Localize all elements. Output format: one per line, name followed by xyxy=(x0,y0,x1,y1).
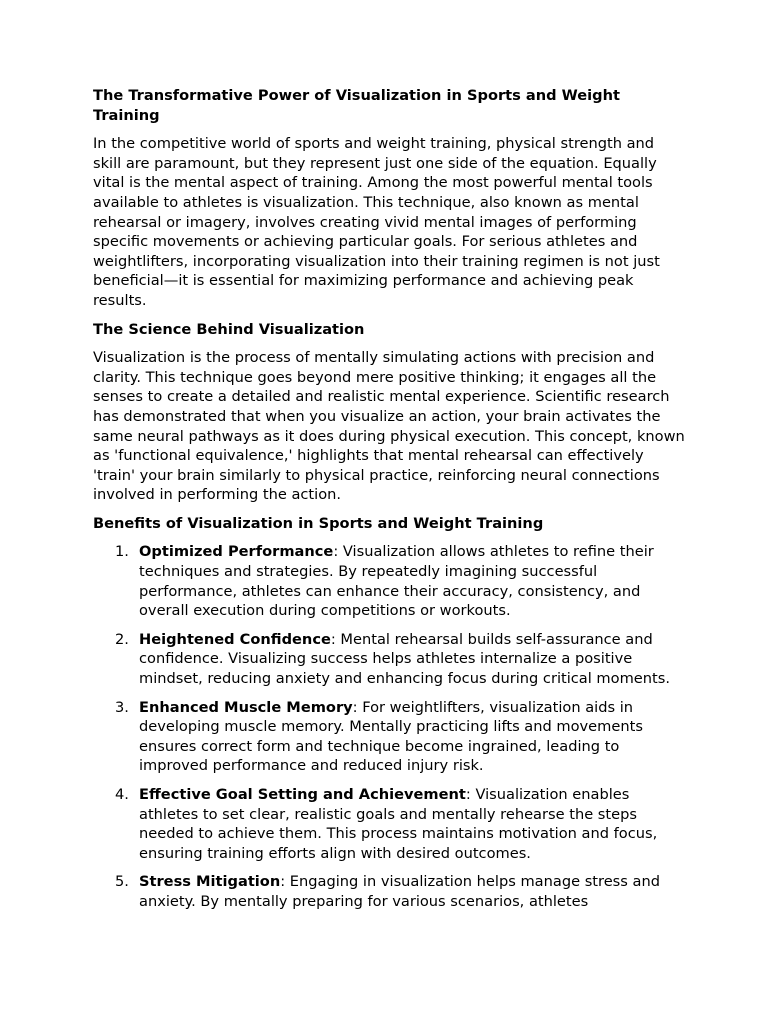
intro-paragraph: In the competitive world of sports and weight training, physical strength and skill are paramount, but they represent just one side of the equation. Equally vital is the mental aspect of training. Among the most powerful mental tools available to athletes is visualization. This technique, also known as mental rehearsal or imagery, involves creating vivid mental images of performing specific movements or achieving particular goals. For serious athletes and weightlifters, incorporating visualization into their training regimen is not just beneficial—it is essential for maximizing performance and achieving peak results. xyxy=(93,135,660,309)
benefit-number: 2. xyxy=(115,630,129,648)
benefit-term: Effective Goal Setting and Achievement xyxy=(139,786,466,803)
benefit-item xyxy=(93,630,685,689)
science-heading: The Science Behind Visualization xyxy=(93,320,365,338)
benefit-text: : Visualization allows athletes to refine their techniques and strategies. By repeatedly imagining successful performance, athletes can enhance their accuracy, consistency, and overall execution during competitions or workouts. xyxy=(139,543,654,620)
benefit-number: 4. xyxy=(115,786,129,803)
benefits-heading: Benefits of Visualization in Sports and Weight Training xyxy=(93,514,544,532)
benefit-item xyxy=(93,698,685,776)
document-title: The Transformative Power of Visualization in Sports and Weight Training xyxy=(93,87,620,124)
benefit-item xyxy=(93,542,685,620)
benefit-term: Heightened Confidence xyxy=(139,630,331,648)
benefit-text: : Visualization enables athletes to set clear, realistic goals and mentally rehearse the steps needed to achieve them. This process maintains motivation and focus, ensuring training efforts align with desired outcomes. xyxy=(139,786,658,862)
benefit-term: Stress Mitigation xyxy=(139,873,281,891)
benefit-number: 3. xyxy=(115,698,129,716)
benefit-number: 5. xyxy=(115,873,129,891)
benefit-item xyxy=(93,872,685,911)
document-page xyxy=(93,86,685,921)
benefit-text: : Mental rehearsal builds self-assurance and confidence. Visualizing success helps athletes internalize a positive mindset, reducing anxiety and enhancing focus during critical moments. xyxy=(139,630,670,688)
benefit-item xyxy=(93,785,685,863)
benefit-number: 1. xyxy=(115,543,129,561)
science-paragraph: Visualization is the process of mentally simulating actions with precision and clarity. This technique goes beyond mere positive thinking; it engages all the senses to create a detailed and realistic mental experience. Scientific research has demonstrated that when you visualize an action, your brain activates the same neural pathways as it does during physical execution. This concept, known as 'functional equivalence,' highlights that mental rehearsal can effectively 'train' your brain similarly to physical practice, reinforcing neural connections involved in performing the action. xyxy=(93,349,685,504)
benefit-text: : For weightlifters, visualization aids in developing muscle memory. Mentally practicing lifts and movements ensures correct form and technique become ingrained, leading to improved performance and reduced injury risk. xyxy=(139,698,643,775)
benefit-term: Optimized Performance xyxy=(139,543,334,561)
benefit-text: : Engaging in visualization helps manage stress and anxiety. By mentally preparing for various scenarios, athletes xyxy=(139,873,660,910)
benefits-list xyxy=(93,542,685,911)
benefit-term: Enhanced Muscle Memory xyxy=(139,698,353,716)
